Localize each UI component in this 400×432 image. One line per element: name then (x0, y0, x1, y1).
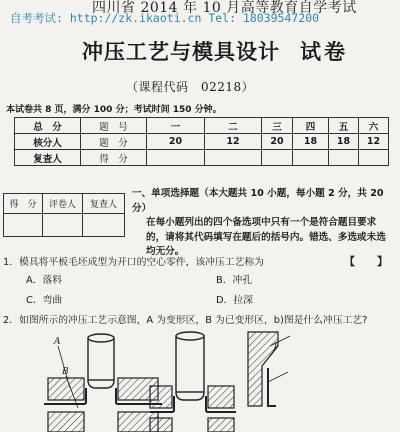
points-cell: 20 (262, 134, 293, 150)
grader-cell (83, 214, 125, 237)
score-cell (359, 150, 389, 166)
question-no: 四 (293, 118, 329, 134)
score-cell (205, 150, 262, 166)
label-b-marker: B (62, 367, 69, 377)
points-label: 题 分 (81, 134, 147, 150)
score-cell (147, 150, 205, 166)
exam-notice: 本试卷共 8 页，满分 100 分；考试时间 150 分钟。 (6, 105, 222, 115)
answer-bracket: 【 】 (344, 255, 388, 268)
score-cell (329, 150, 359, 166)
option-d: D．拉深 (216, 295, 253, 306)
question-no-label: 题 号 (81, 118, 147, 134)
section-instructions: 在每小题列出的四个备选项中只有一个是符合题目要求的，请将其代码填写在题后的括号内。错选、多选或未选均无分。 (146, 217, 386, 257)
grader-cell (43, 214, 83, 237)
points-cell: 12 (205, 134, 262, 150)
score-label: 得 分 (81, 150, 147, 166)
reviewer-label: 复查人 (15, 150, 81, 166)
exam-header: 四川省 2014 年 10 月高等教育自学考试 (92, 0, 357, 16)
grader-label: 评卷人 (43, 194, 83, 214)
score-cell (262, 150, 293, 166)
watermark-contact: 自考考试: http://zk.ikaoti.cn Tel: 18039547200 (10, 11, 320, 25)
paper-title-suffix: 试卷 (300, 40, 348, 64)
question-no: 三 (262, 118, 293, 134)
score-cell (293, 150, 329, 166)
option-c: C．弯曲 (26, 295, 63, 306)
figure-c-drawing (248, 332, 290, 406)
grader-score-label: 得 分 (4, 194, 43, 214)
question-no: 六 (359, 118, 389, 134)
option-a: A．落料 (26, 275, 63, 286)
points-cell: 20 (147, 134, 205, 150)
question-no: 二 (205, 118, 262, 134)
figure-b-drawing (150, 332, 236, 432)
section-heading (132, 187, 394, 260)
total-label: 总 分 (15, 118, 81, 134)
label-a-marker: A (54, 337, 61, 347)
course-code: （课程代码 02218） (126, 80, 255, 94)
grader-cell (4, 214, 43, 237)
score-table (14, 117, 389, 166)
figure-a-drawing (44, 334, 162, 432)
stamping-process-figure (0, 326, 400, 432)
points-cell: 18 (293, 134, 329, 150)
points-cell: 12 (359, 134, 389, 150)
paper-title: 冲压工艺与模具设计 (82, 40, 280, 64)
question-2-stem: 2．如图所示的冲压工艺示意图，A 为变形区，B 为已变形区，b)图是什么冲压工艺? (3, 315, 368, 326)
grader-reviewer-label: 复查人 (83, 194, 125, 214)
question-no: 一 (147, 118, 205, 134)
section-title: 一、单项选择题（本大题共 10 小题，每小题 2 分，共 20 分） (132, 188, 384, 214)
points-cell: 18 (329, 134, 359, 150)
checker-label: 核分人 (15, 134, 81, 150)
question-no: 五 (329, 118, 359, 134)
option-b: B．冲孔 (216, 275, 253, 286)
grader-table (3, 193, 125, 237)
question-1-stem: 1．模具将平板毛坯成型为开口的空心零件，该冲压工艺称为 (3, 257, 264, 268)
